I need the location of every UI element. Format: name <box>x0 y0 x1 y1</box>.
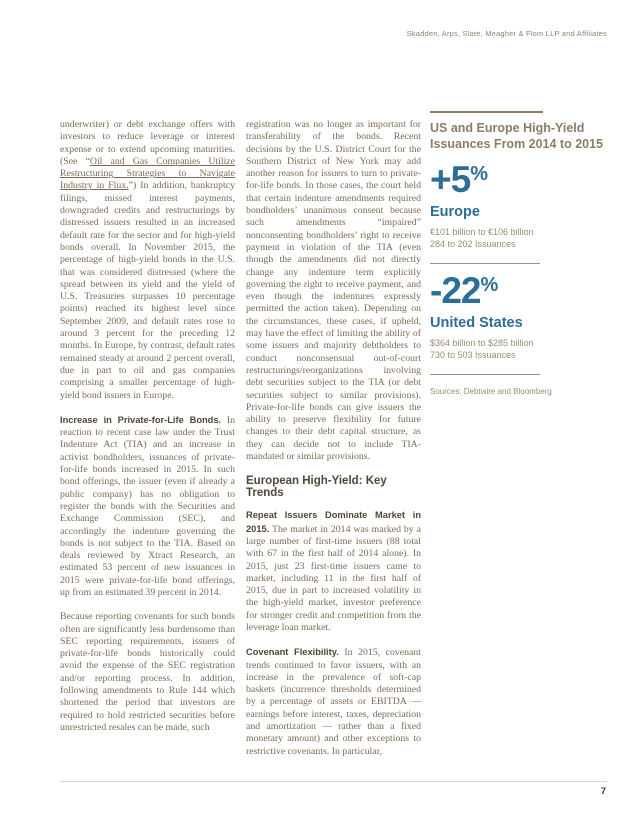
sidebar-top-rule <box>430 111 543 113</box>
paragraph-text: ”) In addition, bankruptcy filings, missed interest payments, downgraded credits and restructurings by distressed issuers resulted in an increased default rate for the sector and for high-yield bonds overall. In November 2015, the percentage of high-yield bonds in the U.S. that was considered distressed (where the spread between its yield and the yield of U.S. Treasuries surpasses 10 percentage points) reached its highest level since September 2009, and default rates rose to around 3 percent for the preceding 12 months. In Europe, by contrast, default rates remained steady at around 2 percent overall, due in part to oil and gas companies comprising a smaller percentage of high-yield bond issuers in Europe. <box>60 180 235 401</box>
page-number: 7 <box>600 786 606 797</box>
sidebar-title: US and Europe High-Yield Issuances From 2014 to 2015 <box>430 121 604 151</box>
stat-value <box>430 159 608 201</box>
footer-rule <box>60 781 607 782</box>
paragraph-lead-in: Covenant Flexibility. <box>246 647 339 658</box>
sidebar-callout <box>430 111 608 396</box>
stat-number: -22 <box>430 270 481 311</box>
stat-amount-change: €101 billion to €106 billion <box>430 227 534 237</box>
stat-value <box>430 270 608 312</box>
paragraph-text: In 2015, covenant trends continued to favor issuers, with an increase in the prevalence of soft-cap baskets (incurrence thresholds determined by a percentage of assets or EBITDA — earnings before interest, taxes, depreciation and amortization — rather than a fixed monetary amount) and other exceptions to restrictive covenants. In particular, <box>246 647 421 757</box>
paragraph-text: The market in 2014 was marked by a large number of first-time issuers (88 total with 67 in the first half of 2014 alone). In 2015, just 23 first-time issuers came to market, including 11 in the first half of 2015, due in part to increased volatility in the high-yield market, investor preference for stronger credit and competition from the leverage loan market. <box>246 523 421 633</box>
paragraph-debt-exchange <box>60 119 235 402</box>
paragraph-registration: registration was no longer as important for transferability of the bonds. Recent decisions by the U.S. District Court for the Southern District of New York may add another reason for issuers to turn to private-for-life bonds. In those cases, the court held that certain indenture amendments required bondholders’ unanimous consent because such amendments “impaired” nonconsenting bondholders’ right to receive payment in violation of the TIA (even though the amendments did not directly change any indenture term explicitly governing the right to receive payment, and even though the indentures expressly permitted the action taken). Depending on the circumstances, these cases, if upheld, may have the effect of limiting the ability of some issuers and majority debtholders to conduct nonconsensual out-of-court restructurings/reorganizations involving debt securities subject to the TIA (or debt securities subject to similar provisions). Private-for-life bonds can give issuers the ability to preserve flexibility for future changes to their debt capital structure, as they can decide not to include TIA-mandated or similar provisions. <box>246 119 421 463</box>
stat-region-label: United States <box>430 315 523 331</box>
middle-text-column <box>246 119 421 770</box>
stat-europe <box>430 159 608 250</box>
article-link-oil-and-gas[interactable]: Oil and Gas Companies Utilize Restructuring Strategies to Navigate Industry in Flux. <box>60 155 235 192</box>
paragraph-lead-in: Repeat Issuers Dominate Market in 2015. <box>246 510 421 534</box>
paragraph-private-for-life <box>60 414 235 599</box>
sidebar-divider <box>430 263 540 264</box>
paragraph-reporting-covenants: Because reporting covenants for such bonds often are significantly less burdensome than SEC reporting requirements, issuers of private-for-life bonds historically could avoid the expense of the SEC registration and/or reporting process. In addition, following amendments to Rule 144 which shortened the period that investors are required to hold restricted securities before unrestricted resales can be made, such <box>60 611 235 733</box>
paragraph-lead-in: Increase in Private-for-Life Bonds. <box>60 414 222 425</box>
stat-percent-sign: % <box>470 163 488 185</box>
stat-united-states <box>430 270 608 361</box>
stat-issuance-change: 730 to 503 Issuances <box>430 349 516 360</box>
left-text-column <box>60 119 235 746</box>
stat-amount-change: $364 billion to $285 billion <box>430 338 534 348</box>
sidebar-divider <box>430 374 540 375</box>
stat-percent-sign: % <box>480 274 499 296</box>
paragraph-text: underwriter) or debt exchange offers with investors to reduce leverage or interest expense or to extend upcoming maturities. (See “ <box>60 119 235 167</box>
stat-region-label: Europe <box>430 204 480 220</box>
paragraph-covenant-flexibility <box>246 646 421 758</box>
firm-affiliation-header: Skadden, Arps, Slate, Meagher & Flom LLP and Affiliates <box>406 29 607 38</box>
stat-issuance-change: 284 to 202 Issuances <box>430 238 516 249</box>
stat-number: +5 <box>430 159 471 200</box>
sources-note: Sources: Debtwire and Bloomberg <box>430 387 552 396</box>
paragraph-repeat-issuers <box>246 509 421 634</box>
paragraph-text: In reaction to recent case law under the Trust Indenture Act (TIA) and an increase in activist bondholders, issuances of private-for-life bonds increased in 2015. In such bond offerings, the issuer (even if already a public company) has no obligation to register the bonds with the Securities and Exchange Commission (SEC), and accordingly the indenture governing the bonds is not subject to the TIA. Based on deals reviewed by Xtract Research, an estimated 53 percent of new issuances in 2015 were private-for-life bond offerings, up from an estimated 39 percent in 2014. <box>60 414 235 598</box>
section-heading-european-high-yield: European High-Yield: Key Trends <box>246 475 387 500</box>
